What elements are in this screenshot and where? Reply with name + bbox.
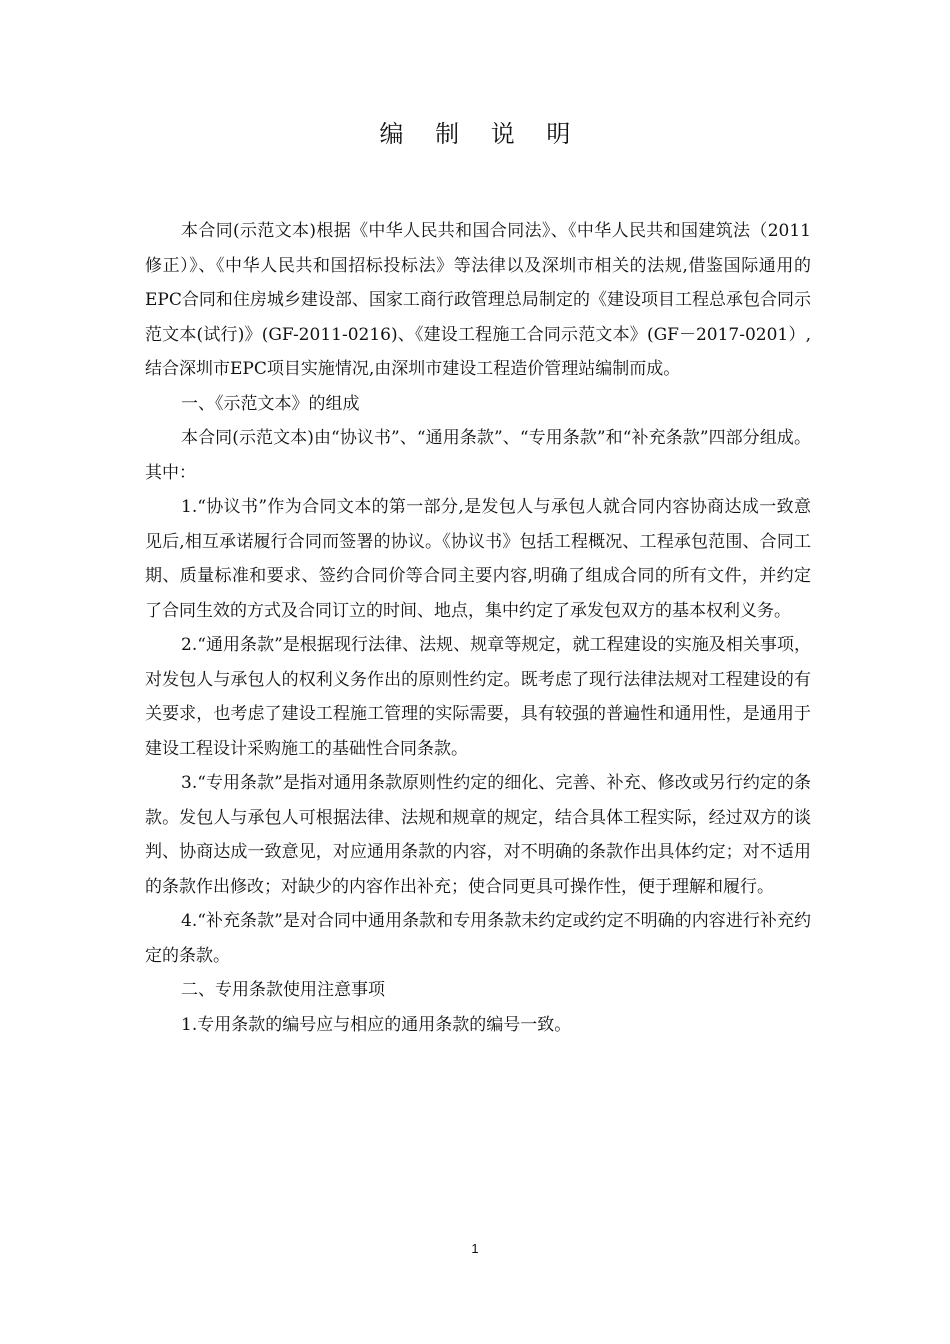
section-heading-special-terms-notes: 二、专用条款使用注意事项 xyxy=(181,980,385,1000)
paragraph-composition: 本合同(示范文本)由“协议书”、“通用条款”、“专用条款”和“补充条款”四部分组成。其中： xyxy=(145,428,811,483)
paragraph-general-terms: 2.“通用条款”是根据现行法律、法规、规章等规定，就工程建设的实施及相关事项，对发包人与承包人的权利义务作出的原则性约定。既考虑了现行法律法规对工程建设的有关要求，也考虑了建设工程施工管理的实际需要，具有较强的普遍性和通用性，是通用于建设工程设计采购施工的基础性合同条款。 xyxy=(145,635,811,759)
paragraph-supplementary-terms: 4.“补充条款”是对合同中通用条款和专用条款未约定或约定不明确的内容进行补充约定的条款。 xyxy=(145,911,811,966)
page-title: 编 制 说 明 xyxy=(379,120,583,148)
page-number: 1 xyxy=(471,1241,479,1256)
document-body xyxy=(145,214,811,1042)
paragraph-special-terms: 3.“专用条款”是指对通用条款原则性约定的细化、完善、补充、修改或另行约定的条款。发包人与承包人可根据法律、法规和规章的规定，结合具体工程实际，经过双方的谈判、协商达成一致意见，对应通用条款的内容，对不明确的条款作出具体约定；对不适用的条款作出修改；对缺少的内容作出补充；使合同更具可操作性，便于理解和履行。 xyxy=(145,773,811,897)
section-heading-composition: 一、《示范文本》的组成 xyxy=(181,393,360,414)
paragraph-numbering-note: 1.专用条款的编号应与相应的通用条款的编号一致。 xyxy=(181,1014,572,1035)
paragraph-agreement: 1.“协议书”作为合同文本的第一部分,是发包人与承包人就合同内容协商达成一致意见后,相互承诺履行合同而签署的协议。《协议书》包括工程概况、工程承包范围、合同工期、质量标准和要求、签约合同价等合同主要内容,明确了组成合同的所有文件，并约定了合同生效的方式及合同订立的时间、地点，集中约定了承发包双方的基本权利义务。 xyxy=(145,497,811,621)
paragraph-intro: 本合同(示范文本)根据《中华人民共和国合同法》、《中华人民共和国建筑法（2011 修正）》、《中华人民共和国招标投标法》等法律以及深圳市相关的法规,借鉴国际通用的EPC合同和住房城乡建设部、国家工商行政管理总局制定的《建设项目工程总承包合同示范文本(试行)》(GF-2011-0216)、《建设工程施工合同示范文本》(GF－2017-0201）,结合深圳市EPC项目实施情况,由深圳市建设工程造价管理站编制而成。 xyxy=(145,221,811,379)
